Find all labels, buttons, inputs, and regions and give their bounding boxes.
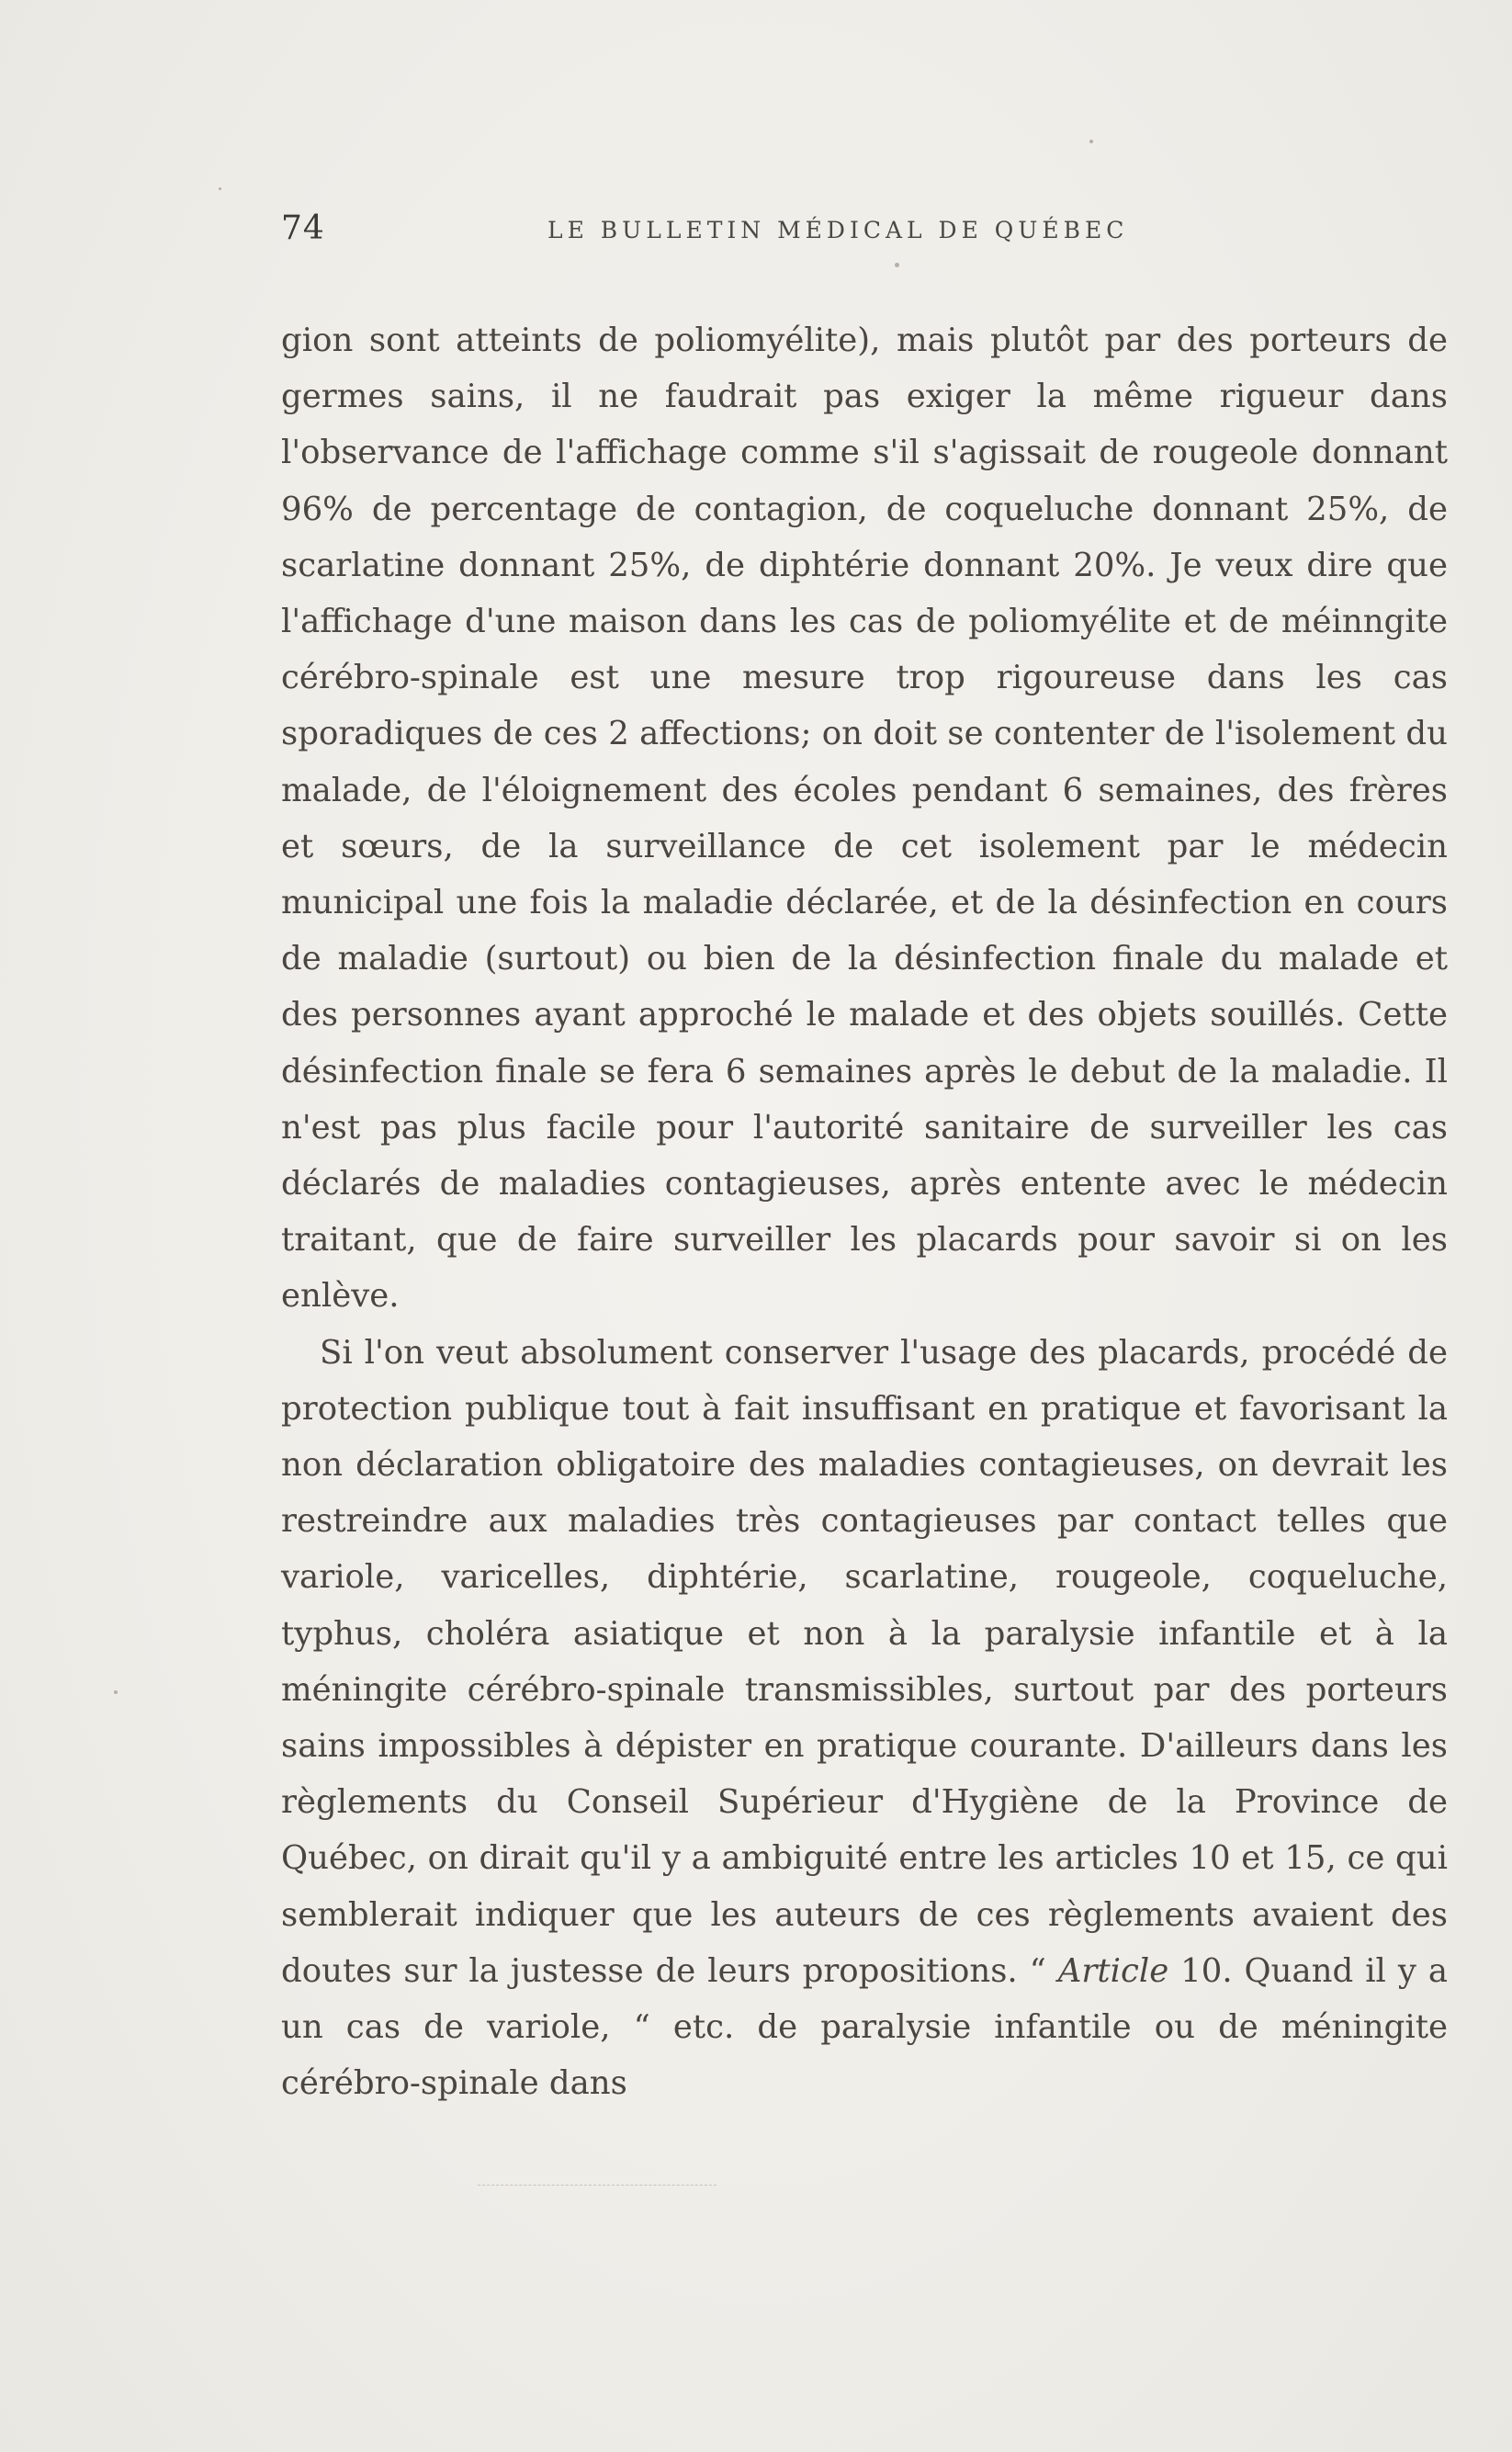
journal-title: LE BULLETIN MÉDICAL DE QUÉBEC [547,217,1129,243]
paper-speck [219,187,221,190]
paper-speck [114,1690,118,1694]
paper-speck [895,263,899,267]
faint-bottom-rule [478,2185,717,2186]
paragraph-2 [281,1325,1448,2112]
running-header [281,209,1448,255]
paragraph-1 [281,312,1448,1325]
paper-speck [1089,140,1093,143]
paragraph-2-continuation: 10. Quand il y a un cas de variole, “ etc. de paralysie infantile ou de méningite cérébro-spinale dans [281,1951,1449,2103]
page-number: 74 [281,209,325,247]
article-body [281,312,1448,2112]
paragraph-2-text: Si l'on veut absolument conserver l'usage des placards, procédé de protection publique tout à fait insuffisant en pratique et favorisant la non déclaration obligatoire des maladies contagieuses, on devrait les restreindre aux maladies très contagieuses par contact telles que variole, varicelles, diphtérie, scarlatine, rougeole, coqueluche, typhus, choléra asiatique et non à la paralysie infantile et à la méningite cérébro-spinale transmissibles, surtout par des porteurs sains impossibles à dépister en pratique courante. D'ailleurs dans les règlements du Conseil Supérieur d'Hygiène de la Province de Québec, on dirait qu'il y a ambiguité entre les articles 10 et 15, ce qui semblerait indiquer que les auteurs de ces règlements avaient des doutes sur la justesse de leurs propositions. “ [281,1333,1448,1990]
article-reference: Article [1057,1951,1169,1990]
paragraph-1-text: gion sont atteints de poliomyélite), mais plutôt par des porteurs de germes sains, il ne faudrait pas exiger la même rigueur dans l'observance de l'affichage comme s'il s'agissait de rougeole donnant 96% de percentage de contagion, de coqueluche donnant 25%, de scarlatine donnant 25%, de diphtérie donnant 20%. Je veux dire que l'affichage d'une maison dans les cas de poliomyélite et de méinngite cérébro-spinale est une mesure trop rigoureuse dans les cas sporadiques de ces 2 affections; on doit se contenter de l'isolement du malade, de l'éloignement des écoles pendant 6 semaines, des frères et sœurs, de la surveillance de cet isolement par le médecin municipal une fois la maladie déclarée, et de la désinfection en cours de maladie (surtout) ou bien de la désinfection finale du malade et des personnes ayant approché le malade et des objets souillés. Cette désinfection finale se fera 6 semaines après le debut de la maladie. Il n'est pas plus facile pour l'autorité sanitaire de surveiller les cas déclarés de maladies contagieuses, après entente avec le médecin traitant, que de faire surveiller les placards pour savoir si on les enlève. [281,322,1448,1316]
